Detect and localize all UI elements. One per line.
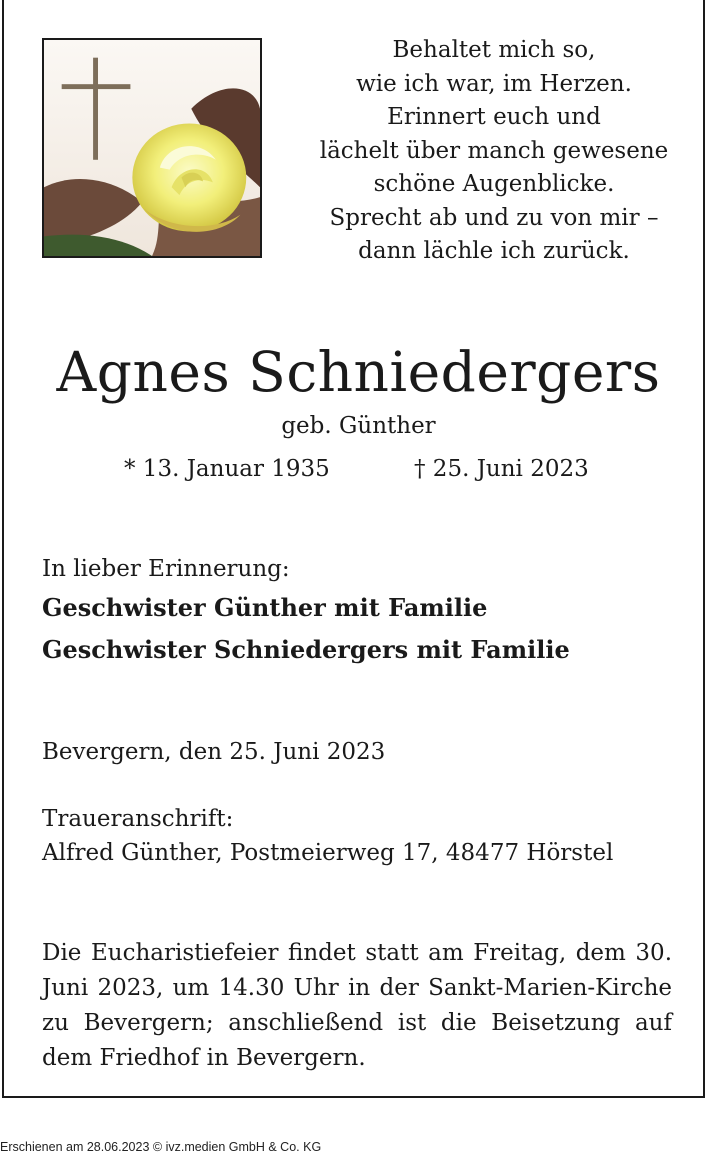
- mourner-line: Geschwister Günther mit Familie: [42, 593, 488, 622]
- poem: [304, 34, 684, 269]
- poem-line: dann lächle ich zurück.: [358, 238, 630, 264]
- cross-rose-image: [42, 38, 262, 258]
- poem-line: lächelt über manch gewesene: [319, 137, 669, 164]
- poem-line: wie ich war, im Herzen.: [356, 70, 632, 97]
- poem-line: schöne Augenblicke.: [373, 171, 615, 197]
- death-date: † 25. Juni 2023: [414, 456, 589, 482]
- mourner-line: Geschwister Schniedergers mit Familie: [42, 635, 570, 664]
- birth-date: * 13. Januar 1935: [124, 456, 330, 482]
- service-text: Die Eucharistiefeier findet statt am Freitag, dem 30. Juni 2023, um 14.30 Uhr in der Sankt-Marien-Kirche zu Bevergern; anschließend ist die Beisetzung auf dem Friedhof in Bevergern.: [42, 940, 672, 1071]
- poem-line: Sprecht ab und zu von mir –: [329, 204, 659, 231]
- birth-name: geb. Günther: [281, 413, 436, 439]
- address-label: Traueranschrift:: [42, 806, 234, 832]
- publication-footer: Erschienen am 28.06.2023 © ivz.medien GmbH & Co. KG: [0, 1140, 322, 1154]
- poem-line: Behaltet mich so,: [392, 37, 596, 63]
- mourning-address: Alfred Günther, Postmeierweg 17, 48477 Hörstel: [42, 840, 614, 866]
- memory-intro: In lieber Erinnerung:: [42, 556, 290, 582]
- place-date: Bevergern, den 25. Juni 2023: [42, 739, 386, 765]
- poem-line: Erinnert euch und: [387, 104, 601, 130]
- obituary-notice: [2, 0, 705, 1098]
- deceased-name: Agnes Schniedergers: [56, 340, 661, 404]
- cross-and-yellow-rose-icon: [44, 40, 260, 256]
